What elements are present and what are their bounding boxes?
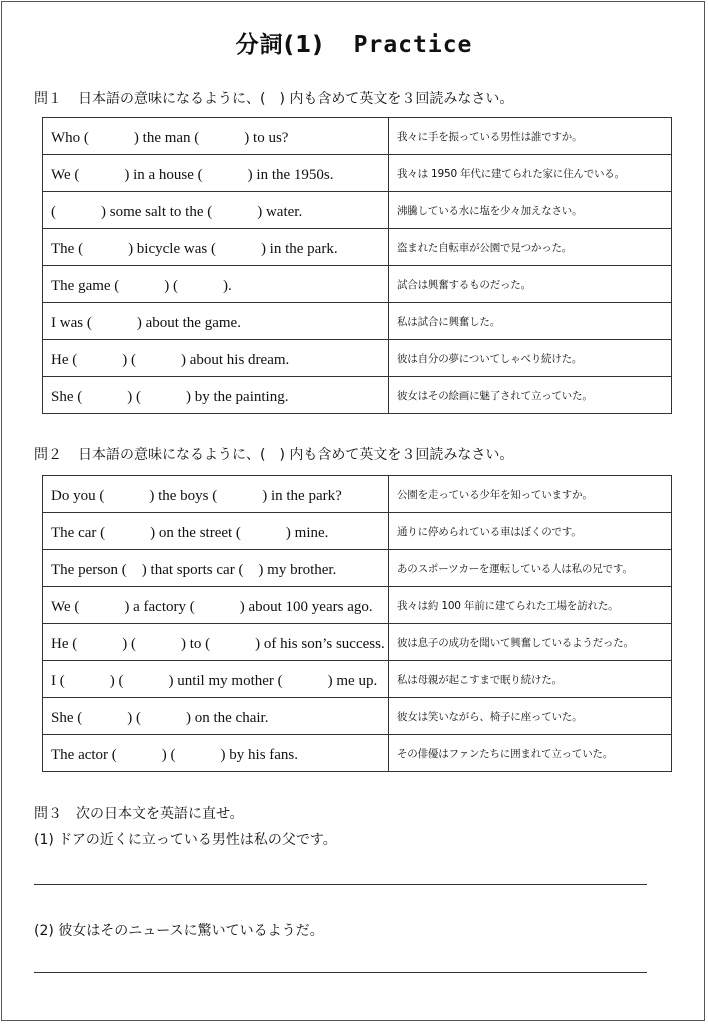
english-sentence: We ( ) a factory ( ) about 100 years ago.	[43, 587, 389, 624]
japanese-meaning: 我々は 1950 年代に建てられた家に住んでいる。	[389, 155, 672, 192]
table-row	[43, 587, 672, 624]
english-sentence: Who ( ) the man ( ) to us?	[43, 118, 389, 155]
q2-table	[42, 475, 672, 772]
title-en: Practice	[353, 32, 473, 58]
table-row	[43, 698, 672, 735]
english-sentence: She ( ) ( ) by the painting.	[43, 377, 389, 414]
answer-line-2[interactable]	[34, 972, 647, 973]
english-sentence: The ( ) bicycle was ( ) in the park.	[43, 229, 389, 266]
japanese-meaning: その俳優はファンたちに囲まれて立っていた。	[389, 735, 672, 772]
japanese-meaning: あのスポーツカーを運転している人は私の兄です。	[389, 550, 672, 587]
english-sentence: I ( ) ( ) until my mother ( ) me up.	[43, 661, 389, 698]
q3-heading: 問３ 次の日本文を英語に直せ。	[34, 806, 244, 822]
japanese-meaning: 我々に手を振っている男性は誰ですか。	[389, 118, 672, 155]
q2-heading	[34, 444, 513, 464]
japanese-meaning: 我々は約 100 年前に建てられた工場を訪れた。	[389, 587, 672, 624]
q1-heading	[34, 88, 513, 108]
table-row	[43, 550, 672, 587]
english-sentence: The game ( ) ( ).	[43, 266, 389, 303]
english-sentence: Do you ( ) the boys ( ) in the park?	[43, 476, 389, 513]
japanese-meaning: 通りに停められている車はぼくのです。	[389, 513, 672, 550]
japanese-meaning: 彼は自分の夢についてしゃべり続けた。	[389, 340, 672, 377]
q1-table	[42, 117, 672, 414]
japanese-meaning: 沸騰している水に塩を少々加えなさい。	[389, 192, 672, 229]
japanese-meaning: 試合は興奮するものだった。	[389, 266, 672, 303]
q3-item-1: (1) ドアの近くに立っている男性は私の父です。	[34, 832, 337, 848]
english-sentence: He ( ) ( ) about his dream.	[43, 340, 389, 377]
japanese-meaning: 私は母親が起こすまで眠り続けた。	[389, 661, 672, 698]
answer-line-1[interactable]	[34, 884, 647, 885]
japanese-meaning: 彼女はその絵画に魅了されて立っていた。	[389, 377, 672, 414]
table-row	[43, 303, 672, 340]
table-row	[43, 266, 672, 303]
japanese-meaning: 盗まれた自転車が公園で見つかった。	[389, 229, 672, 266]
table-row	[43, 735, 672, 772]
table-row	[43, 118, 672, 155]
english-sentence: I was ( ) about the game.	[43, 303, 389, 340]
english-sentence: He ( ) ( ) to ( ) of his son’s success.	[43, 624, 389, 661]
table-row	[43, 192, 672, 229]
table-row	[43, 229, 672, 266]
q3-item-2: (2) 彼女はそのニュースに驚いているようだ。	[34, 923, 324, 939]
q1-instruction: 日本語の意味になるように、( ) 内も含めて英文を３回読みなさい。	[78, 91, 514, 107]
japanese-meaning: 公園を走っている少年を知っていますか。	[389, 476, 672, 513]
english-sentence: The person ( ) that sports car ( ) my brother.	[43, 550, 389, 587]
page-title	[0, 26, 708, 59]
table-row	[43, 661, 672, 698]
english-sentence: The car ( ) on the street ( ) mine.	[43, 513, 389, 550]
english-sentence: We ( ) in a house ( ) in the 1950s.	[43, 155, 389, 192]
title-jp: 分詞(1)	[235, 32, 324, 58]
english-sentence: ( ) some salt to the ( ) water.	[43, 192, 389, 229]
table-row	[43, 476, 672, 513]
japanese-meaning: 私は試合に興奮した。	[389, 303, 672, 340]
q2-number: 問２	[34, 447, 62, 463]
q1-number: 問１	[34, 91, 62, 107]
english-sentence: She ( ) ( ) on the chair.	[43, 698, 389, 735]
q2-instruction: 日本語の意味になるように、( ) 内も含めて英文を３回読みなさい。	[78, 447, 514, 463]
english-sentence: The actor ( ) ( ) by his fans.	[43, 735, 389, 772]
table-row	[43, 624, 672, 661]
table-row	[43, 513, 672, 550]
japanese-meaning: 彼女は笑いながら、椅子に座っていた。	[389, 698, 672, 735]
table-row	[43, 340, 672, 377]
japanese-meaning: 彼は息子の成功を聞いて興奮しているようだった。	[389, 624, 672, 661]
table-row	[43, 155, 672, 192]
table-row	[43, 377, 672, 414]
